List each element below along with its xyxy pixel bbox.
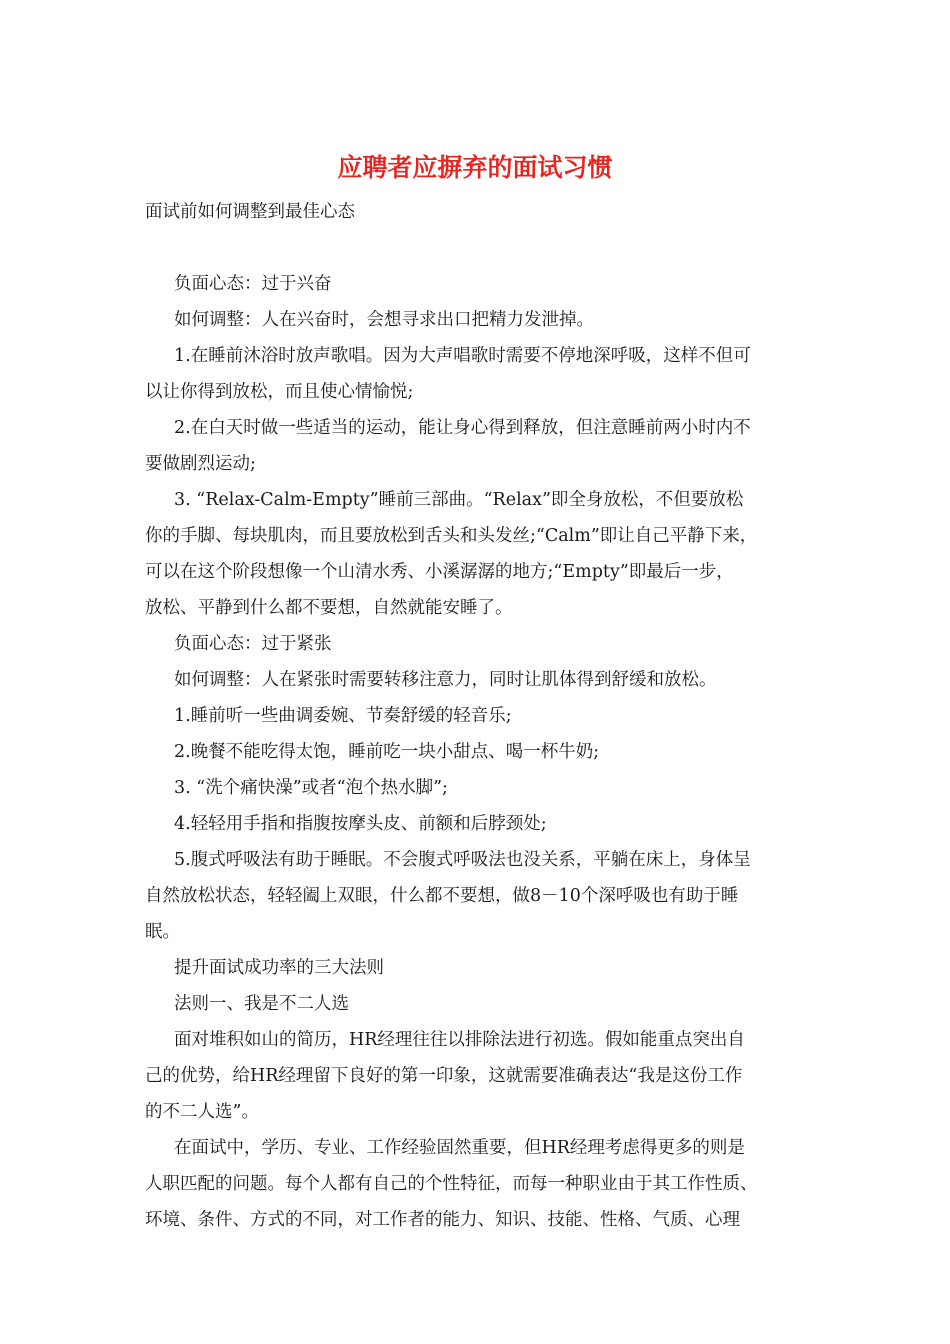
body-line: 眠。	[145, 922, 180, 942]
section-heading: 提升面试成功率的三大法则	[174, 958, 384, 978]
body-line: 在面试中，学历、专业、工作经验固然重要，但HR经理考虑得更多的则是	[174, 1138, 745, 1158]
body-line: 1.在睡前沐浴时放声歌唱。因为大声唱歌时需要不停地深呼吸，这样不但可	[174, 346, 751, 366]
body-line: 面对堆积如山的简历，HR经理往往以排除法进行初选。假如能重点突出自	[174, 1030, 745, 1050]
body-line: 负面心态：过于兴奋	[174, 274, 332, 294]
document-title: 应聘者应摒弃的面试习惯	[337, 153, 613, 182]
body-line: 2.在白天时做一些适当的运动，能让身心得到释放，但注意睡前两小时内不	[174, 418, 751, 438]
body-line: 人职匹配的问题。每个人都有自己的个性特征，而每一种职业由于其工作性质、	[145, 1174, 758, 1194]
rule-heading: 法则一、我是不二人选	[174, 994, 349, 1014]
body-line: 1.睡前听一些曲调委婉、节奏舒缓的轻音乐;	[174, 706, 512, 726]
body-line: 己的优势，给HR经理留下良好的第一印象，这就需要准确表达“我是这份工作	[145, 1066, 743, 1086]
body-line: 3. “Relax-Calm-Empty”睡前三部曲。“Relax”即全身放松，不但要放松	[174, 490, 744, 510]
body-line: 4.轻轻用手指和指腹按摩头皮、前额和后脖颈处;	[174, 814, 547, 834]
body-line: 如何调整：人在紧张时需要转移注意力，同时让肌体得到舒缓和放松。	[174, 670, 717, 690]
blank-line	[145, 230, 825, 266]
body-line: 可以在这个阶段想像一个山清水秀、小溪潺潺的地方;“Empty”即最后一步，	[145, 562, 734, 582]
body-line: 你的手脚、每块肌肉，而且要放松到舌头和头发丝;“Calm”即让自己平静下来，	[145, 526, 758, 546]
body-line: 如何调整：人在兴奋时，会想寻求出口把精力发泄掉。	[174, 310, 594, 330]
body-line: 负面心态：过于紧张	[174, 634, 332, 654]
body-line: 放松、平静到什么都不要想，自然就能安睡了。	[145, 598, 513, 618]
body-line: 2.晚餐不能吃得太饱，睡前吃一块小甜点、喝一杯牛奶;	[174, 742, 600, 762]
document-body	[145, 194, 825, 1238]
body-line: 的不二人选”。	[145, 1102, 259, 1122]
body-line: 要做剧烈运动;	[145, 454, 256, 474]
body-line: 3. “洗个痛快澡”或者“泡个热水脚”;	[174, 778, 448, 798]
body-line: 环境、条件、方式的不同，对工作者的能力、知识、技能、性格、气质、心理	[145, 1210, 740, 1230]
body-line: 自然放松状态，轻轻阖上双眼，什么都不要想，做8－10个深呼吸也有助于睡	[145, 886, 739, 906]
subtitle-line: 面试前如何调整到最佳心态	[145, 202, 355, 222]
body-line: 5.腹式呼吸法有助于睡眠。不会腹式呼吸法也没关系，平躺在床上，身体呈	[174, 850, 751, 870]
body-line: 以让你得到放松，而且使心情愉悦;	[145, 382, 414, 402]
